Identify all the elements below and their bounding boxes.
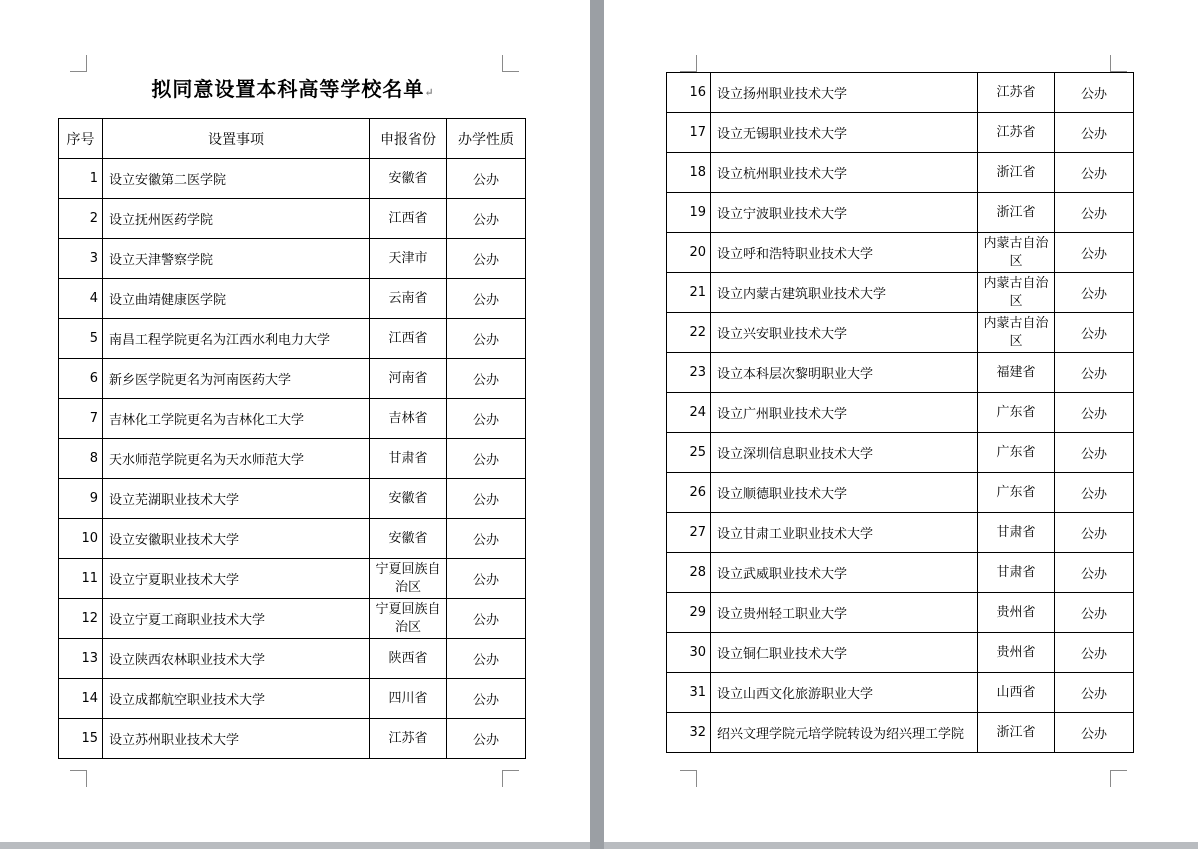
table-row <box>667 673 1134 713</box>
cell-item: 设立曲靖健康医学院 <box>103 279 370 319</box>
table-row <box>59 639 526 679</box>
cell-nature: 公办 <box>1055 393 1134 433</box>
cell-nature: 公办 <box>447 399 526 439</box>
table-row <box>667 313 1134 353</box>
cell-no: 19 <box>667 193 711 233</box>
cell-item: 设立广州职业技术大学 <box>711 393 978 433</box>
cell-no: 22 <box>667 313 711 353</box>
cell-item: 设立山西文化旅游职业大学 <box>711 673 978 713</box>
cell-nature: 公办 <box>1055 233 1134 273</box>
cell-no: 3 <box>59 239 103 279</box>
cell-no: 32 <box>667 713 711 753</box>
cell-province: 吉林省 <box>370 399 447 439</box>
cell-nature: 公办 <box>1055 593 1134 633</box>
cell-nature: 公办 <box>447 719 526 759</box>
cell-no: 26 <box>667 473 711 513</box>
cell-nature: 公办 <box>447 239 526 279</box>
cell-nature: 公办 <box>447 199 526 239</box>
crop-mark-bottom-left <box>70 770 87 787</box>
cell-province: 福建省 <box>978 353 1055 393</box>
cell-nature: 公办 <box>447 679 526 719</box>
cell-nature: 公办 <box>447 639 526 679</box>
header-item: 设置事项 <box>103 119 370 159</box>
cell-nature: 公办 <box>447 439 526 479</box>
cell-nature: 公办 <box>447 599 526 639</box>
cell-item: 设立安徽第二医学院 <box>103 159 370 199</box>
table-row <box>59 319 526 359</box>
table-row <box>59 679 526 719</box>
cell-nature: 公办 <box>1055 513 1134 553</box>
cell-province: 内蒙古自治区 <box>978 273 1055 313</box>
crop-mark-top-right <box>1110 55 1127 72</box>
cell-item: 设立贵州轻工职业大学 <box>711 593 978 633</box>
crop-mark-top-left <box>680 55 697 72</box>
cell-province: 安徽省 <box>370 159 447 199</box>
cell-item: 南昌工程学院更名为江西水利电力大学 <box>103 319 370 359</box>
cell-nature: 公办 <box>1055 673 1134 713</box>
cell-item: 设立武威职业技术大学 <box>711 553 978 593</box>
cell-nature: 公办 <box>447 519 526 559</box>
cell-no: 23 <box>667 353 711 393</box>
cell-no: 27 <box>667 513 711 553</box>
cell-nature: 公办 <box>447 279 526 319</box>
cell-no: 29 <box>667 593 711 633</box>
cell-nature: 公办 <box>1055 73 1134 113</box>
table-row <box>667 473 1134 513</box>
table-row <box>59 559 526 599</box>
cell-nature: 公办 <box>447 359 526 399</box>
cell-item: 设立无锡职业技术大学 <box>711 113 978 153</box>
cell-no: 5 <box>59 319 103 359</box>
cell-no: 2 <box>59 199 103 239</box>
cell-province: 甘肃省 <box>978 513 1055 553</box>
cell-province: 安徽省 <box>370 519 447 559</box>
cell-item: 设立甘肃工业职业技术大学 <box>711 513 978 553</box>
cell-no: 21 <box>667 273 711 313</box>
table-row <box>59 479 526 519</box>
cell-no: 17 <box>667 113 711 153</box>
cell-province: 陕西省 <box>370 639 447 679</box>
cell-province: 浙江省 <box>978 153 1055 193</box>
cell-no: 4 <box>59 279 103 319</box>
cell-nature: 公办 <box>1055 713 1134 753</box>
cell-province: 甘肃省 <box>370 439 447 479</box>
table-row <box>667 433 1134 473</box>
cell-no: 1 <box>59 159 103 199</box>
cell-no: 10 <box>59 519 103 559</box>
table-row <box>59 519 526 559</box>
cell-province: 内蒙古自治区 <box>978 313 1055 353</box>
cell-item: 设立天津警察学院 <box>103 239 370 279</box>
cell-province: 内蒙古自治区 <box>978 233 1055 273</box>
cell-nature: 公办 <box>1055 553 1134 593</box>
table-row <box>59 279 526 319</box>
cell-no: 24 <box>667 393 711 433</box>
cell-no: 20 <box>667 233 711 273</box>
table-row <box>667 193 1134 233</box>
cell-nature: 公办 <box>1055 633 1134 673</box>
table-row <box>667 73 1134 113</box>
cell-item: 设立呼和浩特职业技术大学 <box>711 233 978 273</box>
cell-province: 甘肃省 <box>978 553 1055 593</box>
table-row <box>59 199 526 239</box>
cell-no: 9 <box>59 479 103 519</box>
cell-item: 绍兴文理学院元培学院转设为绍兴理工学院 <box>711 713 978 753</box>
crop-mark-top-right <box>502 55 519 72</box>
cell-nature: 公办 <box>1055 273 1134 313</box>
cell-province: 江苏省 <box>978 73 1055 113</box>
cell-province: 浙江省 <box>978 713 1055 753</box>
cell-nature: 公办 <box>447 319 526 359</box>
cell-no: 25 <box>667 433 711 473</box>
table-row <box>59 359 526 399</box>
cell-province: 安徽省 <box>370 479 447 519</box>
header-province: 申报省份 <box>370 119 447 159</box>
cell-item: 设立宁夏职业技术大学 <box>103 559 370 599</box>
table-row <box>667 513 1134 553</box>
cell-no: 14 <box>59 679 103 719</box>
cell-no: 8 <box>59 439 103 479</box>
cell-province: 宁夏回族自治区 <box>370 559 447 599</box>
table-row <box>667 353 1134 393</box>
cell-item: 设立抚州医药学院 <box>103 199 370 239</box>
table-row <box>667 273 1134 313</box>
table-row <box>59 719 526 759</box>
table-row <box>667 153 1134 193</box>
table-row <box>59 399 526 439</box>
cell-nature: 公办 <box>447 159 526 199</box>
table-row <box>667 233 1134 273</box>
cell-province: 河南省 <box>370 359 447 399</box>
cell-province: 浙江省 <box>978 193 1055 233</box>
crop-mark-bottom-right <box>1110 770 1127 787</box>
cell-item: 设立苏州职业技术大学 <box>103 719 370 759</box>
cell-no: 30 <box>667 633 711 673</box>
cell-nature: 公办 <box>1055 353 1134 393</box>
cell-item: 设立陕西农林职业技术大学 <box>103 639 370 679</box>
cell-no: 18 <box>667 153 711 193</box>
schools-table-part-2 <box>666 72 1134 753</box>
table-row <box>59 439 526 479</box>
cell-province: 广东省 <box>978 473 1055 513</box>
crop-mark-bottom-left <box>680 770 697 787</box>
cell-province: 江西省 <box>370 319 447 359</box>
cell-item: 设立本科层次黎明职业大学 <box>711 353 978 393</box>
cell-province: 山西省 <box>978 673 1055 713</box>
cell-item: 设立深圳信息职业技术大学 <box>711 433 978 473</box>
table-row <box>59 239 526 279</box>
cell-province: 四川省 <box>370 679 447 719</box>
header-no: 序号 <box>59 119 103 159</box>
cell-item: 设立顺德职业技术大学 <box>711 473 978 513</box>
cell-item: 设立杭州职业技术大学 <box>711 153 978 193</box>
cell-item: 设立安徽职业技术大学 <box>103 519 370 559</box>
cell-nature: 公办 <box>447 479 526 519</box>
cell-province: 江西省 <box>370 199 447 239</box>
cell-item: 天水师范学院更名为天水师范大学 <box>103 439 370 479</box>
cell-no: 28 <box>667 553 711 593</box>
cell-nature: 公办 <box>1055 153 1134 193</box>
header-nature: 办学性质 <box>447 119 526 159</box>
cell-nature: 公办 <box>447 559 526 599</box>
table-row <box>667 713 1134 753</box>
cell-province: 广东省 <box>978 433 1055 473</box>
cell-no: 15 <box>59 719 103 759</box>
paragraph-mark-icon: ↵ <box>424 86 435 99</box>
cell-item: 设立成都航空职业技术大学 <box>103 679 370 719</box>
cell-province: 江苏省 <box>978 113 1055 153</box>
cell-nature: 公办 <box>1055 433 1134 473</box>
cell-no: 7 <box>59 399 103 439</box>
cell-item: 设立铜仁职业技术大学 <box>711 633 978 673</box>
cell-province: 宁夏回族自治区 <box>370 599 447 639</box>
cell-no: 16 <box>667 73 711 113</box>
crop-mark-top-left <box>70 55 87 72</box>
table-row <box>59 159 526 199</box>
table-row <box>59 599 526 639</box>
cell-province: 贵州省 <box>978 633 1055 673</box>
cell-item: 吉林化工学院更名为吉林化工大学 <box>103 399 370 439</box>
cell-no: 11 <box>59 559 103 599</box>
document-page-1 <box>0 0 590 842</box>
cell-nature: 公办 <box>1055 113 1134 153</box>
cell-nature: 公办 <box>1055 313 1134 353</box>
cell-item: 设立扬州职业技术大学 <box>711 73 978 113</box>
cell-province: 天津市 <box>370 239 447 279</box>
table-row <box>667 553 1134 593</box>
cell-province: 贵州省 <box>978 593 1055 633</box>
table-row <box>667 593 1134 633</box>
cell-no: 13 <box>59 639 103 679</box>
table-header-row <box>59 119 526 159</box>
cell-item: 设立内蒙古建筑职业技术大学 <box>711 273 978 313</box>
table-row <box>667 393 1134 433</box>
cell-no: 31 <box>667 673 711 713</box>
page-title <box>60 73 526 102</box>
cell-item: 设立兴安职业技术大学 <box>711 313 978 353</box>
cell-no: 6 <box>59 359 103 399</box>
table-row <box>667 633 1134 673</box>
cell-item: 设立宁夏工商职业技术大学 <box>103 599 370 639</box>
page-gutter <box>590 0 604 849</box>
schools-table-part-1 <box>58 118 526 759</box>
cell-nature: 公办 <box>1055 473 1134 513</box>
cell-no: 12 <box>59 599 103 639</box>
cell-province: 江苏省 <box>370 719 447 759</box>
cell-province: 云南省 <box>370 279 447 319</box>
crop-mark-bottom-right <box>502 770 519 787</box>
table-row <box>667 113 1134 153</box>
cell-item: 新乡医学院更名为河南医药大学 <box>103 359 370 399</box>
cell-item: 设立芜湖职业技术大学 <box>103 479 370 519</box>
cell-nature: 公办 <box>1055 193 1134 233</box>
cell-province: 广东省 <box>978 393 1055 433</box>
page-title-text: 拟同意设置本科高等学校名单 <box>151 77 425 101</box>
cell-item: 设立宁波职业技术大学 <box>711 193 978 233</box>
